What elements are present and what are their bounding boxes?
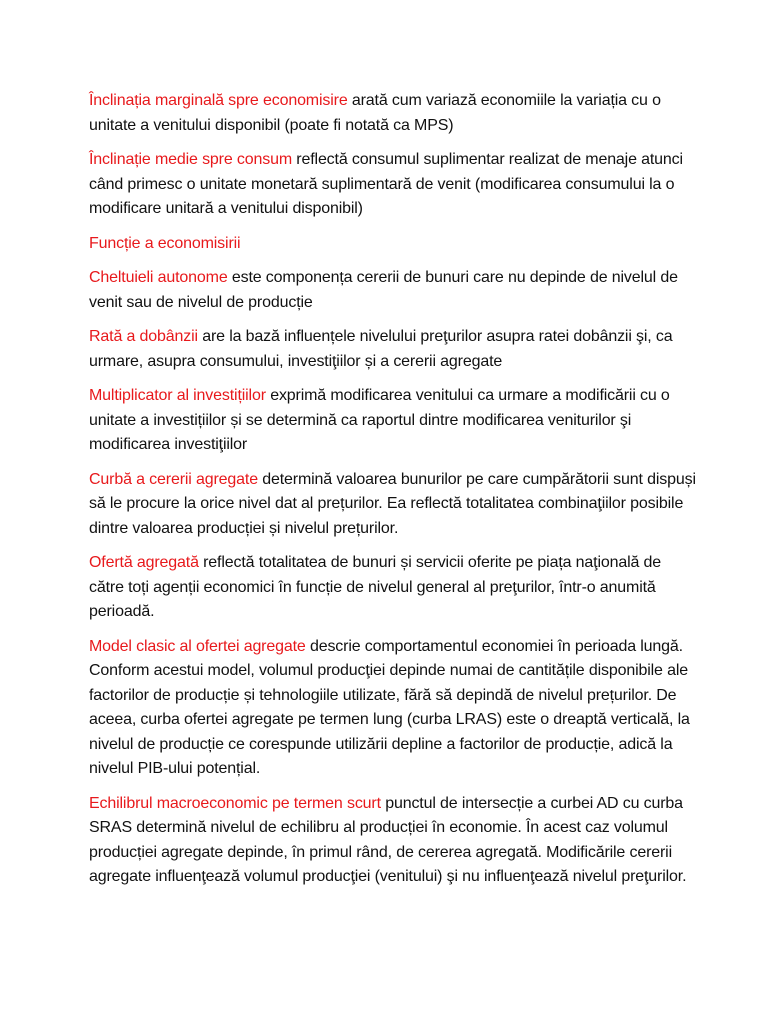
term-average-propensity-to-consume: Înclinație medie spre consum bbox=[89, 151, 293, 168]
term-classical-supply-model: Model clasic al ofertei agregate bbox=[89, 637, 306, 655]
definition-interest-rate: are la bază influențele nivelului preţurilor asupra ratei dobânzii şi, ca urmare, asupra consumului, investiţiilor și a cererii agregate bbox=[89, 328, 673, 370]
glossary-entry-mps bbox=[89, 89, 698, 138]
term-interest-rate: Rată a dobânzii bbox=[89, 328, 198, 345]
definition-autonomous-spending: este componența cererii de bunuri care nu depinde de nivelul de venit sau de nivelul de producție bbox=[89, 269, 678, 311]
glossary-entry-apc bbox=[89, 148, 698, 222]
term-aggregate-demand-curve: Curbă a cererii agregate bbox=[89, 470, 258, 488]
definition-classical-supply-model: descrie comportamentul economiei în perioada lungă. Conform acestui model, volumul producţiei depinde numai de cantitățile disponibile ale factorilor de producție și tehnologiile utilizate, fără să depindă de nivelul prețurilor. De aceea, curba ofertei agregate pe termen lung (curba LRAS) este o dreaptă verticală, la nivelul de producție ce corespunde utilizării depline a factorilor de producție, adică la nivelul PIB-ului potențial. bbox=[89, 637, 690, 777]
definition-short-run-equilibrium: punctul de intersecție a curbei AD cu curba SRAS determină nivelul de echilibru al producției în economie. În acest caz volumul producției agregate depinde, în primul rând, de cererea agregată. Modificările cererii agregate influenţează volumul producţiei (venitului) şi nu influenţează nivelul preţurilor. bbox=[89, 794, 687, 885]
term-short-run-equilibrium: Echilibrul macroeconomic pe termen scurt bbox=[89, 794, 381, 812]
glossary-entry-aggregate-demand-curve bbox=[89, 468, 698, 542]
glossary-entry-autonomous-spending bbox=[89, 266, 698, 315]
definition-investment-multiplier: exprimă modificarea venitului ca urmare a modificării cu o unitate a investițiilor și se determină ca raportul dintre modificarea veniturilor şi modificarea investiţiilor bbox=[89, 387, 670, 453]
glossary-entry-interest-rate bbox=[89, 325, 698, 374]
definition-aggregate-supply: reflectă totalitatea de bunuri și servicii oferite pe piața naţională de către toți agenții economici în funcție de nivelul general al preţurilor, într-o anumită perioadă. bbox=[89, 554, 662, 620]
term-investment-multiplier: Multiplicator al investițiilor bbox=[89, 387, 266, 404]
term-marginal-propensity-to-save: Înclinația marginală spre economisire bbox=[89, 92, 348, 109]
glossary-entry-savings-function bbox=[89, 232, 698, 257]
term-savings-function: Funcție a economisirii bbox=[89, 234, 241, 252]
glossary-entry-classical-supply-model bbox=[89, 635, 698, 782]
definition-marginal-propensity-to-save: arată cum variază economiile la variația cu o unitate a venitului disponibil (poate fi notată ca MPS) bbox=[89, 92, 661, 134]
glossary-entry-aggregate-supply bbox=[89, 551, 698, 625]
definition-average-propensity-to-consume: reflectă consumul suplimentar realizat de menaje atunci când primesc o unitate monetară suplimentară de venit (modificarea consumului la o modificare unitară a venitului disponibil) bbox=[89, 151, 683, 217]
glossary-entry-investment-multiplier bbox=[89, 384, 698, 458]
term-aggregate-supply: Ofertă agregată bbox=[89, 554, 199, 571]
definition-aggregate-demand-curve: determină valoarea bunurilor pe care cumpărătorii sunt dispuși să le procure la orice nivel dat al prețurilor. Ea reflectă totalitatea combinaţiilor posibile dintre valoarea producției și nivelul prețurilor. bbox=[89, 470, 696, 537]
glossary-entry-short-run-equilibrium bbox=[89, 792, 698, 890]
term-autonomous-spending: Cheltuieli autonome bbox=[89, 269, 228, 286]
